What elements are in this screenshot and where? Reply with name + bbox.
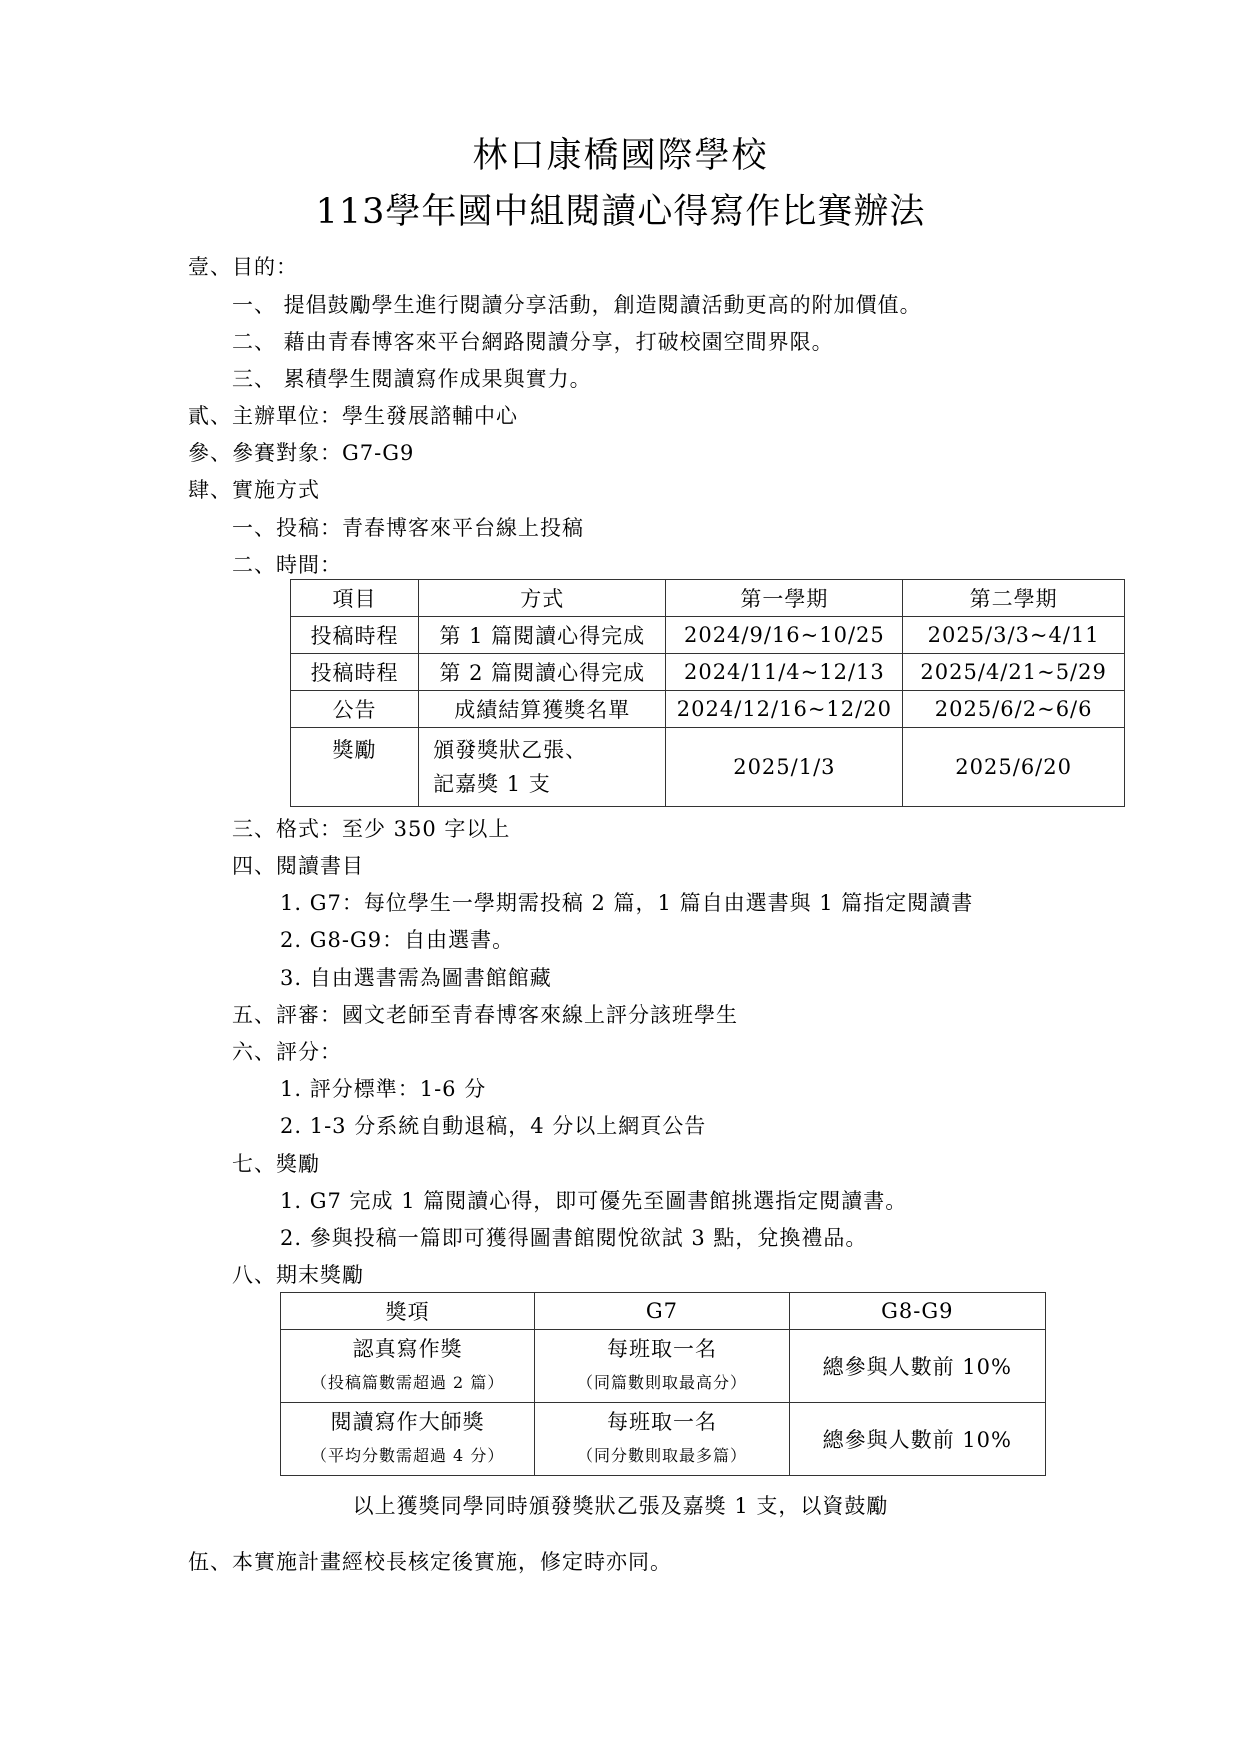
- table-header-cell: G8-G9: [789, 1293, 1045, 1330]
- table-cell: 2024/12/16~12/20: [666, 691, 903, 728]
- table-header-row: [281, 1293, 1046, 1330]
- table-cell: 獎勵: [291, 728, 419, 807]
- award-note: （投稿篇數需超過 2 篇）: [310, 1373, 505, 1392]
- award-note: （同分數則取最多篇）: [576, 1446, 747, 1465]
- award-g7: 每班取一名: [606, 1337, 717, 1361]
- reading-list-item: 2. G8-G9：自由選書。: [280, 928, 515, 952]
- scoring-item: 2. 1-3 分系統自動退稿，4 分以上網頁公告: [280, 1114, 707, 1138]
- table-cell: 2025/6/2~6/6: [903, 691, 1125, 728]
- table-cell: 總參與人數前 10%: [789, 1403, 1045, 1476]
- table-header-cell: 獎項: [281, 1293, 535, 1330]
- table-row: [291, 654, 1125, 691]
- award-note: （同篇數則取最高分）: [576, 1373, 747, 1392]
- table-cell: 總參與人數前 10%: [789, 1330, 1045, 1403]
- table-cell: 第 1 篇閱讀心得完成: [419, 617, 666, 654]
- table-cell: 投稿時程: [291, 654, 419, 691]
- table-header-cell: 方式: [419, 580, 666, 617]
- table-cell: 2025/1/3: [666, 728, 903, 807]
- section-approval: 伍、本實施計畫經校長核定後實施，修定時亦同。: [188, 1550, 672, 1574]
- table-header-row: [291, 580, 1125, 617]
- table-cell: [281, 1330, 535, 1403]
- table-row: [281, 1403, 1046, 1476]
- table-cell: [535, 1403, 789, 1476]
- table-header-cell: 項目: [291, 580, 419, 617]
- table-header-cell: 第一學期: [666, 580, 903, 617]
- award-g7: 每班取一名: [606, 1410, 717, 1434]
- table-header-cell: 第二學期: [903, 580, 1125, 617]
- table-cell: 2024/9/16~10/25: [666, 617, 903, 654]
- table-cell: 2025/3/3~4/11: [903, 617, 1125, 654]
- section-organizer: 貳、主辦單位：學生發展諮輔中心: [188, 404, 518, 428]
- table-row: [291, 691, 1125, 728]
- table-row: [291, 617, 1125, 654]
- table-cell-line: 記嘉獎 1 支: [433, 772, 551, 796]
- purpose-item: 一、 提倡鼓勵學生進行閱讀分享活動，創造閱讀活動更高的附加價值。: [232, 293, 922, 317]
- implementation-rewards: 七、獎勵: [232, 1152, 320, 1176]
- implementation-reading-list: 四、閱讀書目: [232, 854, 364, 878]
- table-cell-line: 頒發獎狀乙張、: [433, 738, 588, 762]
- purpose-item: 二、 藉由青春博客來平台網路閱讀分享，打破校園空間界限。: [232, 330, 834, 354]
- table-cell: 投稿時程: [291, 617, 419, 654]
- award-note: （平均分數需超過 4 分）: [310, 1446, 505, 1465]
- table-cell: [281, 1403, 535, 1476]
- implementation-time: 二、時間：: [232, 553, 342, 577]
- table-cell: 成績結算獲獎名單: [419, 691, 666, 728]
- section-purpose-heading: 壹、目的：: [188, 255, 298, 279]
- table-cell: 2025/4/21~5/29: [903, 654, 1125, 691]
- reward-item: 1. G7 完成 1 篇閱讀心得，即可優先至圖書館挑選指定閱讀書。: [280, 1189, 908, 1213]
- table-cell: 2024/11/4~12/13: [666, 654, 903, 691]
- implementation-submission: 一、投稿：青春博客來平台線上投稿: [232, 516, 584, 540]
- table-cell: 2025/6/20: [903, 728, 1125, 807]
- award-name: 認真寫作獎: [352, 1337, 463, 1361]
- table-cell: 第 2 篇閱讀心得完成: [419, 654, 666, 691]
- award-name: 閱讀寫作大師獎: [330, 1410, 485, 1434]
- document-title-main: 113學年國中組閱讀心得寫作比賽辦法: [315, 192, 926, 232]
- table-cell: [419, 728, 666, 807]
- table-row: [281, 1330, 1046, 1403]
- scoring-item: 1. 評分標準：1-6 分: [280, 1077, 487, 1101]
- implementation-judging: 五、評審：國文老師至青春博客來線上評分該班學生: [232, 1003, 738, 1027]
- award-table: [280, 1292, 1046, 1476]
- award-note-footer: 以上獲獎同學同時頒發獎狀乙張及嘉獎 1 支，以資鼓勵: [352, 1494, 889, 1518]
- section-implementation-heading: 肆、實施方式: [188, 478, 320, 502]
- table-row: [291, 728, 1125, 807]
- reading-list-item: 1. G7：每位學生一學期需投稿 2 篇，1 篇自由選書與 1 篇指定閱讀書: [280, 891, 974, 915]
- table-cell: [535, 1330, 789, 1403]
- implementation-scoring: 六、評分：: [232, 1040, 342, 1064]
- table-header-cell: G7: [535, 1293, 789, 1330]
- section-participants: 參、參賽對象：G7-G9: [188, 441, 415, 465]
- table-cell: 公告: [291, 691, 419, 728]
- implementation-final-awards: 八、期末獎勵: [232, 1263, 364, 1287]
- purpose-item: 三、 累積學生閱讀寫作成果與實力。: [232, 367, 592, 391]
- reading-list-item: 3. 自由選書需為圖書館館藏: [280, 966, 552, 990]
- document-title-school: 林口康橋國際學校: [472, 136, 769, 176]
- implementation-format: 三、格式：至少 350 字以上: [232, 817, 511, 841]
- reward-item: 2. 參與投稿一篇即可獲得圖書館閱悅欲試 3 點，兌換禮品。: [280, 1226, 868, 1250]
- schedule-table: [290, 579, 1125, 807]
